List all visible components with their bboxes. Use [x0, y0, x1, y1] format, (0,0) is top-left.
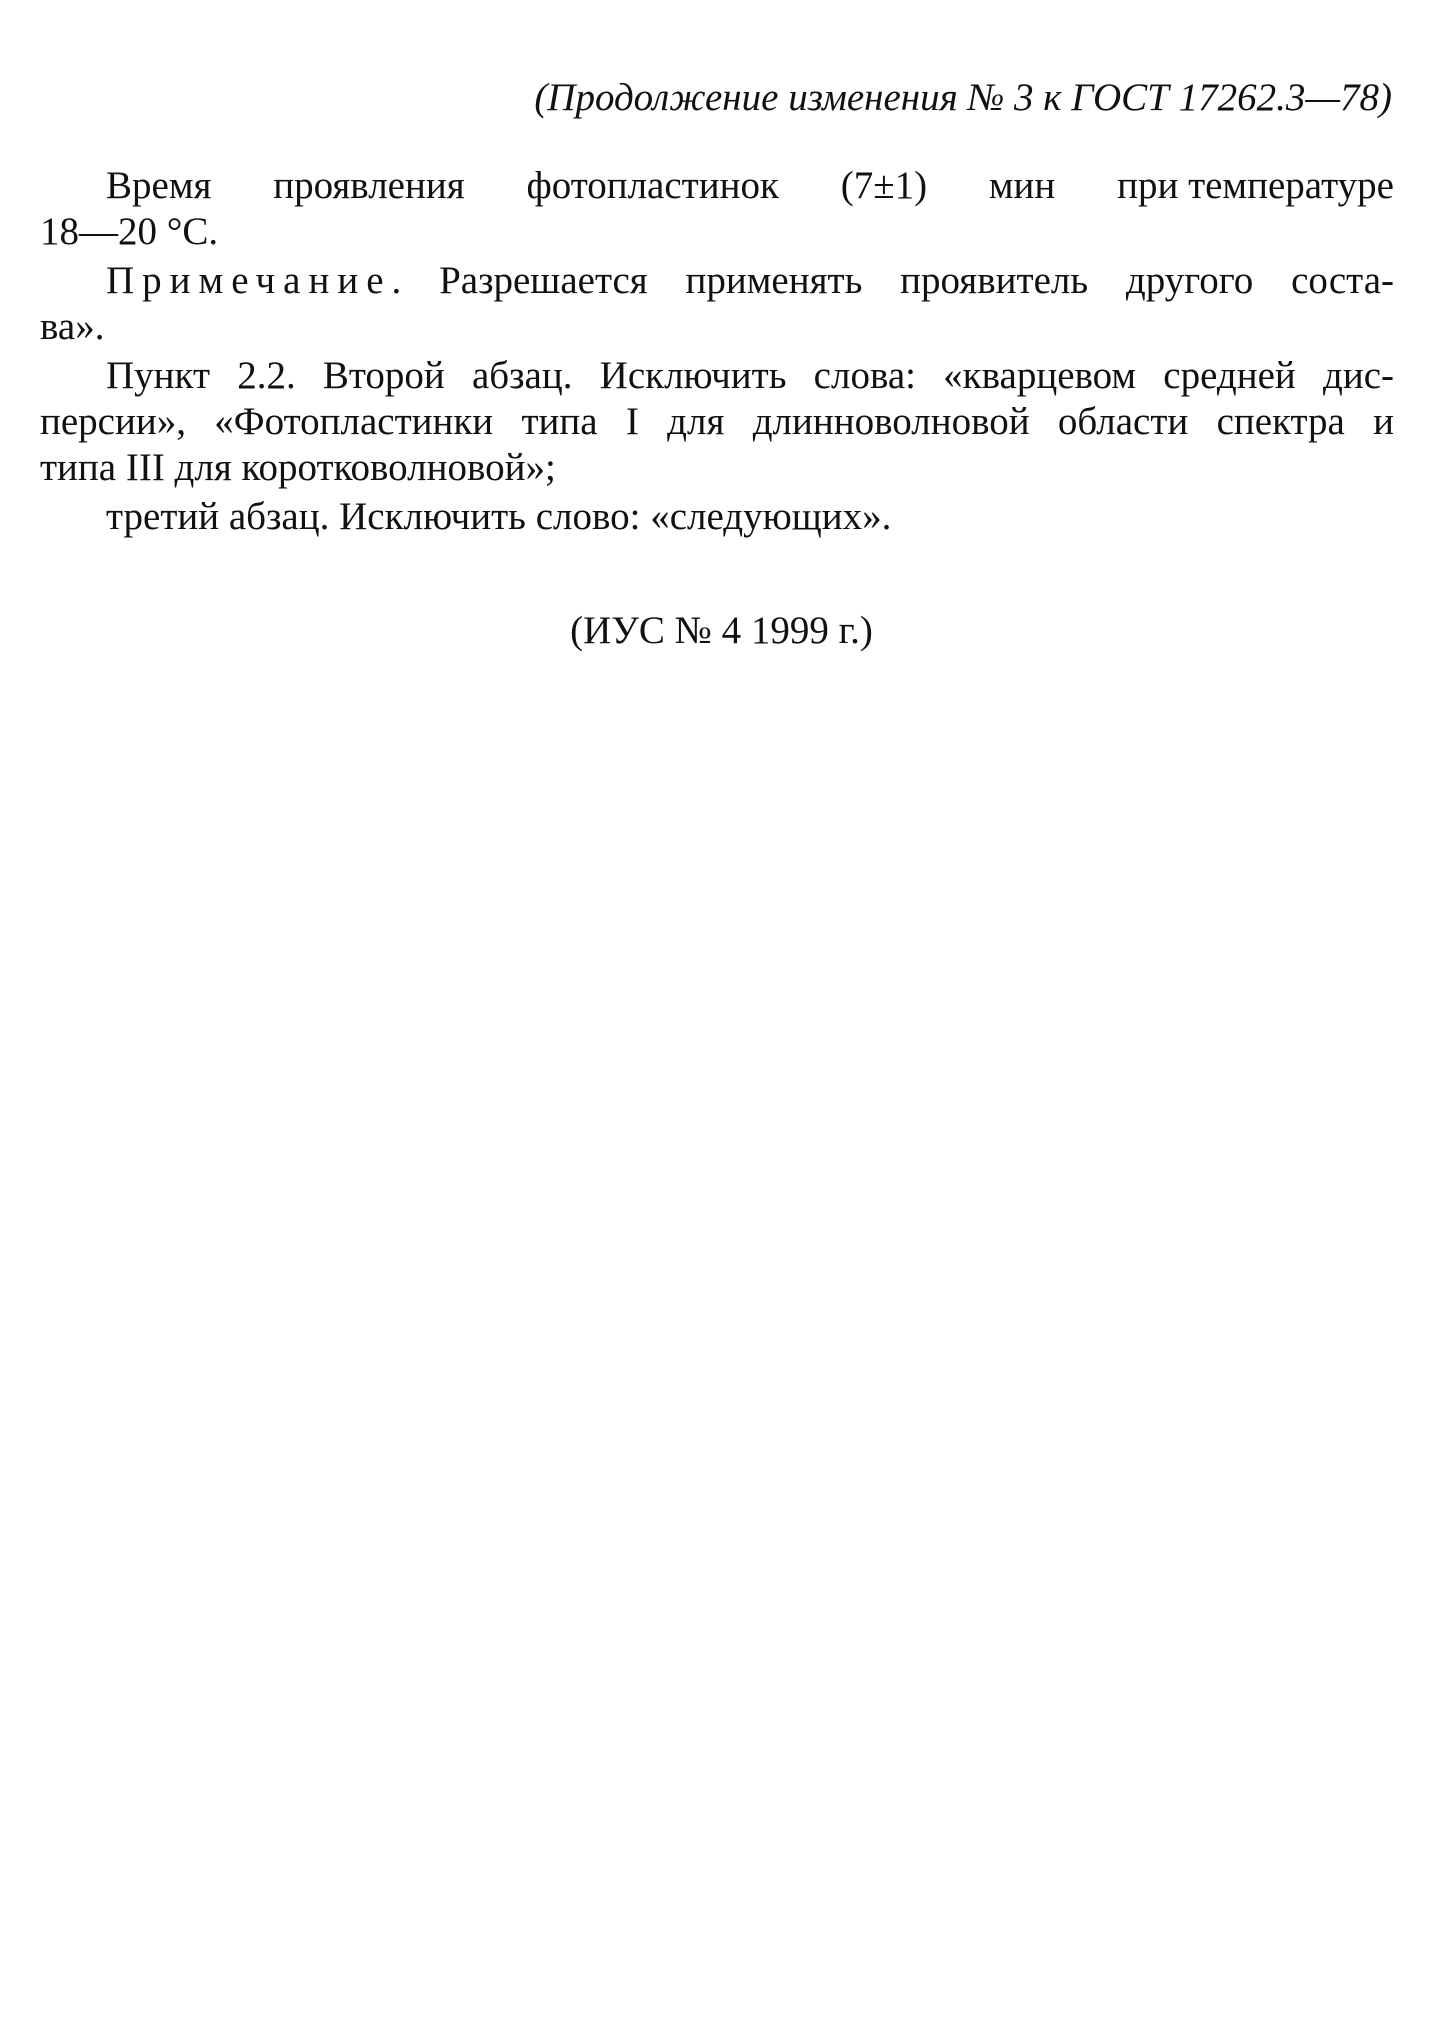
paragraph-line: ва». [40, 305, 105, 348]
word: (7±1) [840, 164, 928, 207]
page-header-continuation: (Продолжение изменения № 3 к ГОСТ 17262.3—78) [534, 76, 1392, 119]
paragraph-item-2-2 [40, 353, 1394, 491]
document-body [40, 163, 1394, 540]
word: мин [988, 164, 1056, 207]
word: фотопластинок [526, 164, 779, 207]
paragraph-note [40, 258, 1394, 350]
ius-reference: (ИУС № 4 1999 г.) [570, 609, 873, 652]
paragraph-line: типа III для коротковолновой»; [40, 446, 556, 489]
note-text: . Разрешается применять проявитель другого соста- [391, 259, 1394, 302]
paragraph-third-abzac [40, 494, 1394, 540]
note-label: Примечание [106, 259, 392, 302]
paragraph-development-time [40, 163, 1394, 255]
word: Время [106, 164, 212, 207]
paragraph-line: третий абзац. Исключить слово: «следующих». [106, 495, 892, 538]
paragraph-line [40, 163, 1394, 209]
paragraph-line: 18—20 °С. [40, 210, 219, 253]
word: при температуре [1117, 164, 1394, 207]
word: проявления [273, 164, 465, 207]
paragraph-line: Пункт 2.2. Второй абзац. Исключить слова: «кварцевом средней дис- [106, 354, 1394, 397]
paragraph-line: персии», «Фотопластинки типа I для длинноволновой области спектра и [40, 400, 1394, 443]
paragraph-line [40, 258, 1394, 304]
